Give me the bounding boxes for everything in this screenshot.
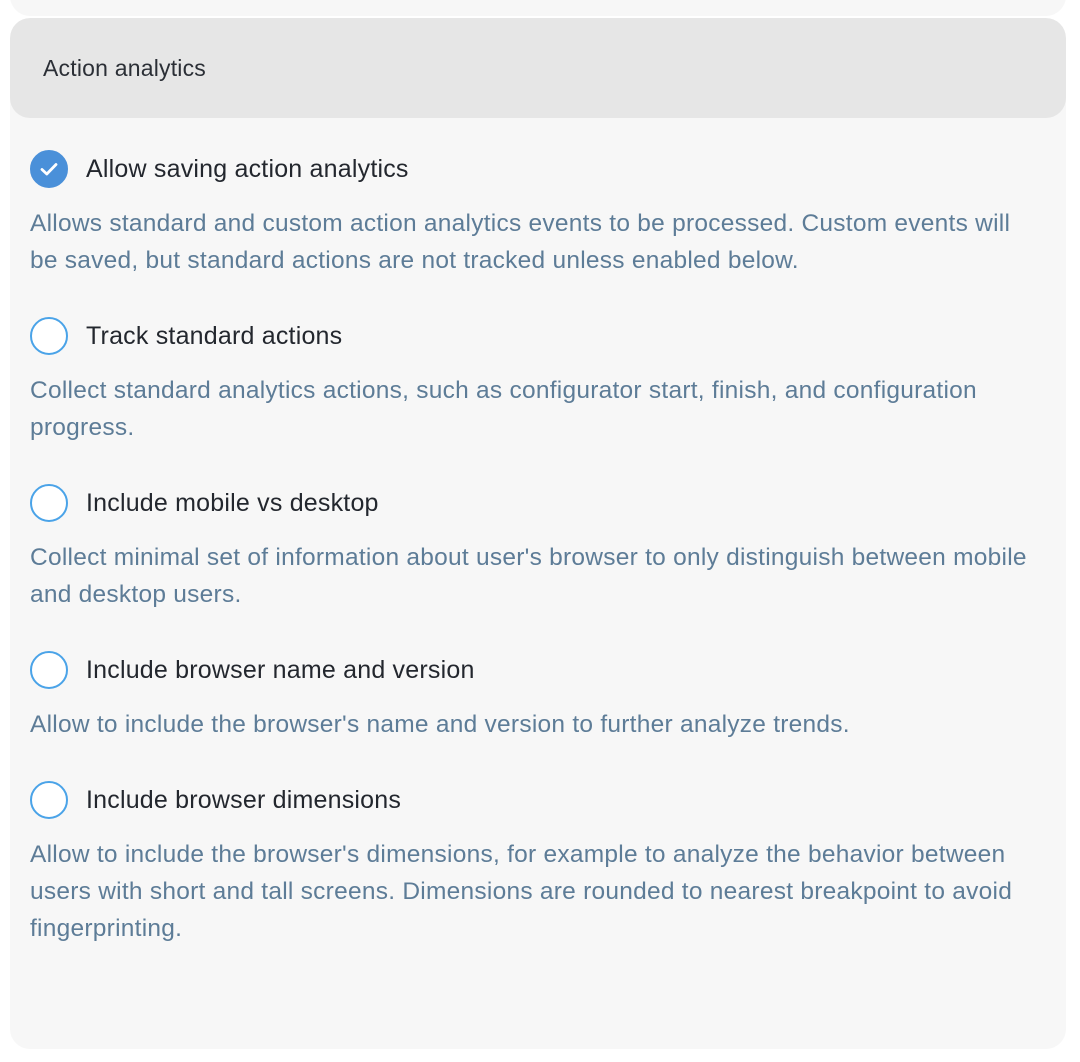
option-include-browser-dimensions [30, 779, 1066, 947]
option-label[interactable]: Include browser dimensions [86, 785, 402, 814]
option-row[interactable] [30, 779, 1066, 821]
action-analytics-panel [10, 18, 1066, 1049]
option-label[interactable]: Track standard actions [86, 321, 343, 350]
options-list [10, 118, 1066, 947]
panel-title: Action analytics [43, 54, 206, 81]
option-row[interactable] [30, 315, 1066, 357]
option-description: Collect standard analytics actions, such as configurator start, finish, and configuration progress. [30, 377, 977, 441]
panel-header [10, 18, 1066, 118]
option-description: Allow to include the browser's dimensions, for example to analyze the behavior between users with short and tall screens. Dimensions are rounded to nearest breakpoint to avoid fingerprinting. [30, 841, 1013, 942]
option-description: Collect minimal set of information about user's browser to only distinguish between mobile and desktop users. [30, 544, 1027, 608]
option-row[interactable] [30, 482, 1066, 524]
option-description: Allows standard and custom action analytics events to be processed. Custom events will be saved, but standard actions are not tracked unless enabled below. [30, 210, 1011, 274]
option-row[interactable] [30, 148, 1066, 190]
unchecked-radio-icon[interactable] [30, 484, 68, 522]
unchecked-radio-icon[interactable] [30, 317, 68, 355]
option-track-standard-actions [30, 315, 1066, 446]
checkmark-icon [40, 162, 58, 176]
option-allow-saving-action-analytics [30, 148, 1066, 279]
unchecked-radio-icon[interactable] [30, 651, 68, 689]
option-include-browser-name-and-version [30, 649, 1066, 743]
option-description: Allow to include the browser's name and version to further analyze trends. [30, 711, 850, 738]
option-row[interactable] [30, 649, 1066, 691]
unchecked-radio-icon[interactable] [30, 781, 68, 819]
previous-card-edge [10, 0, 1066, 16]
option-include-mobile-vs-desktop [30, 482, 1066, 613]
option-label[interactable]: Include browser name and version [86, 655, 475, 684]
option-label[interactable]: Include mobile vs desktop [86, 488, 379, 517]
checked-radio-icon[interactable] [30, 150, 68, 188]
option-label[interactable]: Allow saving action analytics [86, 154, 409, 183]
